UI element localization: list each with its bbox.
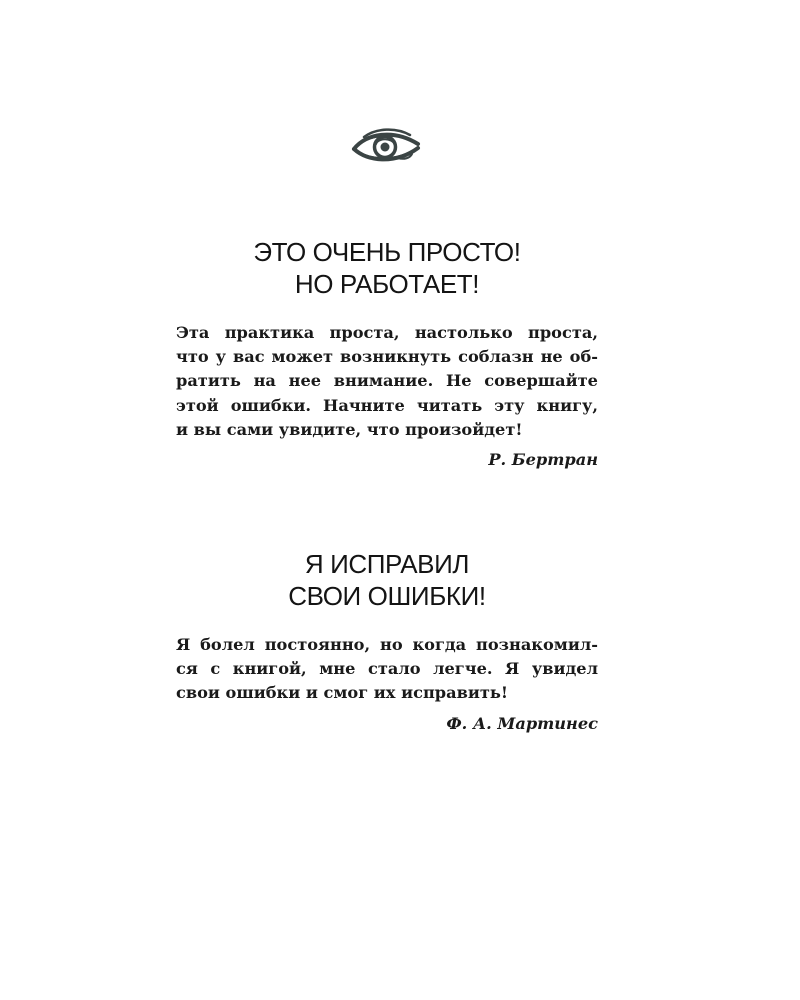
text-line: ся с книгой, мне стало легче. Я увидел [176,659,598,679]
testimonial-heading [176,548,598,612]
testimonial-author: Ф. А. Мартинес [446,713,598,733]
testimonial-2 [176,548,598,736]
eye-icon [350,124,422,170]
heading-line: НО РАБОТАЕТ! [294,269,480,299]
testimonial-author: Р. Бертран [488,450,598,470]
testimonial-1 [176,236,598,472]
testimonial-text [176,633,598,706]
heading-line: ЭТО ОЧЕНЬ ПРОСТО! [253,237,521,267]
heading-line: СВОИ ОШИБКИ! [288,581,486,611]
text-line: свои ошибки и смог их исправить! [176,683,508,703]
testimonial-heading [176,236,598,300]
text-line: и вы сами увидите, что произойдет! [176,419,523,439]
heading-line: Я ИСПРАВИЛ [304,549,470,579]
text-line: Я болел постоянно, но когда познакомил- [176,635,598,654]
text-line: этой ошибки. Начните читать эту книгу, [176,395,598,415]
text-line: ратить на нее внимание. Не совершайте [176,371,598,391]
testimonial-text [176,321,598,442]
text-line: что у вас может возникнуть соблазн не об- [176,347,598,367]
text-line: Эта практика проста, настолько проста, [176,323,598,342]
